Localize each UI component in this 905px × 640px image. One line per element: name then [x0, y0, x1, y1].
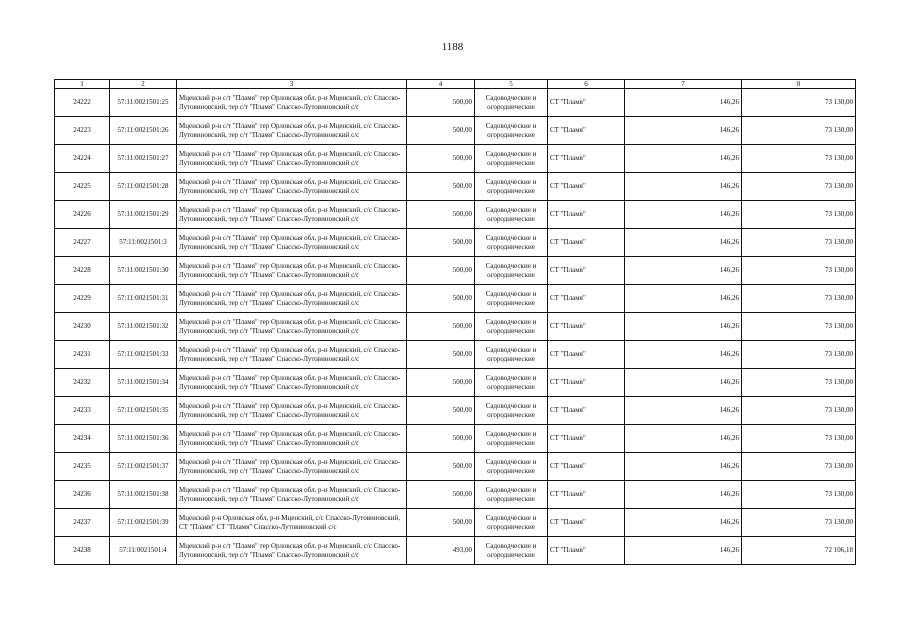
cadastral-number-cell: 57:11:0021501:26 [110, 117, 177, 145]
table-row [55, 117, 856, 145]
cadastral-number-cell: 57:11:0021501:37 [110, 453, 177, 481]
area-cell: 500,00 [407, 313, 475, 341]
column-header: 3 [177, 80, 407, 89]
cadastral-number-cell: 57:11:0021501:4 [110, 537, 177, 565]
row-number-cell: 24230 [55, 313, 110, 341]
cadastral-value-cell: 73 130,00 [742, 453, 856, 481]
cadastral-value-cell: 73 130,00 [742, 117, 856, 145]
owner-cell: СТ "Пламя" [548, 369, 625, 397]
address-cell: Мценский р-н с/т "Пламя" тер Орловская обл, р-н Мценский, с/с Спасско-Лутовиновский, тер с/т "Пламя" Спасско-Лутовиновский с/с [177, 481, 407, 509]
permitted-use-cell: Садоводческие и огороднические [475, 145, 548, 173]
column-header: 6 [548, 80, 625, 89]
table-row [55, 481, 856, 509]
unit-price-cell: 146,26 [625, 481, 742, 509]
unit-price-cell: 146,26 [625, 509, 742, 537]
address-cell: Мценский р-н с/т "Пламя" тер Орловская обл, р-н Мценский, с/с Спасско-Лутовиновский, тер с/т "Пламя" Спасско-Лутовиновский с/с [177, 369, 407, 397]
table-row [55, 313, 856, 341]
cadastral-value-cell: 73 130,00 [742, 89, 856, 117]
cadastral-number-cell: 57:11:0021501:35 [110, 397, 177, 425]
cadastral-value-cell: 73 130,00 [742, 229, 856, 257]
permitted-use-cell: Садоводческие и огороднические [475, 369, 548, 397]
permitted-use-cell: Садоводческие и огороднические [475, 201, 548, 229]
area-cell: 500,00 [407, 369, 475, 397]
cadastral-number-cell: 57:11:0021501:28 [110, 173, 177, 201]
area-cell: 500,00 [407, 173, 475, 201]
address-cell: Мценский р-н с/т "Пламя" тер Орловская обл, р-н Мценский, с/с Спасско-Лутовиновский, тер с/т "Пламя" Спасско-Лутовиновский с/с [177, 341, 407, 369]
owner-cell: СТ "Пламя" [548, 537, 625, 565]
cadastral-number-cell: 57:11:0021501:32 [110, 313, 177, 341]
address-cell: Мценский р-н с/т "Пламя" тер Орловская обл, р-н Мценский, с/с Спасско-Лутовиновский, тер с/т "Пламя" Спасско-Лутовиновский с/с [177, 145, 407, 173]
area-cell: 500,00 [407, 89, 475, 117]
row-number-cell: 24238 [55, 537, 110, 565]
cadastral-number-cell: 57:11:0021501:27 [110, 145, 177, 173]
row-number-cell: 24236 [55, 481, 110, 509]
area-cell: 500,00 [407, 481, 475, 509]
area-cell: 500,00 [407, 425, 475, 453]
permitted-use-cell: Садоводческие и огороднические [475, 425, 548, 453]
permitted-use-cell: Садоводческие и огороднические [475, 117, 548, 145]
area-cell: 500,00 [407, 229, 475, 257]
table-row [55, 257, 856, 285]
cadastral-value-cell: 73 130,00 [742, 173, 856, 201]
owner-cell: СТ "Пламя" [548, 257, 625, 285]
table-row [55, 145, 856, 173]
row-number-cell: 24224 [55, 145, 110, 173]
cadastral-number-cell: 57:11:0021501:31 [110, 285, 177, 313]
unit-price-cell: 146,26 [625, 173, 742, 201]
cadastral-value-cell: 73 130,00 [742, 509, 856, 537]
owner-cell: СТ "Пламя" [548, 117, 625, 145]
area-cell: 500,00 [407, 285, 475, 313]
column-header: 1 [55, 80, 110, 89]
table-row [55, 425, 856, 453]
cadastral-value-cell: 72 106,18 [742, 537, 856, 565]
address-cell: Мценский р-н с/т "Пламя" тер Орловская обл, р-н Мценский, с/с Спасско-Лутовиновский, тер с/т "Пламя" Спасско-Лутовиновский с/с [177, 257, 407, 285]
row-number-cell: 24225 [55, 173, 110, 201]
owner-cell: СТ "Пламя" [548, 89, 625, 117]
column-header: 7 [625, 80, 742, 89]
table-row [55, 285, 856, 313]
area-cell: 493,00 [407, 537, 475, 565]
owner-cell: СТ "Пламя" [548, 313, 625, 341]
permitted-use-cell: Садоводческие и огороднические [475, 397, 548, 425]
unit-price-cell: 146,26 [625, 453, 742, 481]
table-row [55, 89, 856, 117]
cadastral-number-cell: 57:11:0021501:39 [110, 509, 177, 537]
cadastral-value-cell: 73 130,00 [742, 369, 856, 397]
column-header: 8 [742, 80, 856, 89]
area-cell: 500,00 [407, 509, 475, 537]
area-cell: 500,00 [407, 453, 475, 481]
unit-price-cell: 146,26 [625, 537, 742, 565]
permitted-use-cell: Садоводческие и огороднические [475, 481, 548, 509]
owner-cell: СТ "Пламя" [548, 173, 625, 201]
unit-price-cell: 146,26 [625, 313, 742, 341]
table-row [55, 201, 856, 229]
permitted-use-cell: Садоводческие и огороднические [475, 285, 548, 313]
address-cell: Мценский р-н с/т "Пламя" тер Орловская обл, р-н Мценский, с/с Спасско-Лутовиновский, тер с/т "Пламя" Спасско-Лутовиновский с/с [177, 201, 407, 229]
unit-price-cell: 146,26 [625, 229, 742, 257]
row-number-cell: 24229 [55, 285, 110, 313]
permitted-use-cell: Садоводческие и огороднические [475, 89, 548, 117]
owner-cell: СТ "Пламя" [548, 509, 625, 537]
area-cell: 500,00 [407, 117, 475, 145]
address-cell: Мценский р-н с/т "Пламя" тер Орловская обл, р-н Мценский, с/с Спасско-Лутовиновский, тер с/т "Пламя" Спасско-Лутовиновский с/с [177, 453, 407, 481]
land-registry-table [54, 79, 856, 565]
row-number-cell: 24231 [55, 341, 110, 369]
table-row [55, 229, 856, 257]
area-cell: 500,00 [407, 145, 475, 173]
permitted-use-cell: Садоводческие и огороднические [475, 453, 548, 481]
address-cell: Мценский р-н с/т "Пламя" тер Орловская обл, р-н Мценский, с/с Спасско-Лутовиновский, тер с/т "Пламя" Спасско-Лутовиновский с/с [177, 313, 407, 341]
row-number-cell: 24234 [55, 425, 110, 453]
permitted-use-cell: Садоводческие и огороднические [475, 537, 548, 565]
area-cell: 500,00 [407, 341, 475, 369]
owner-cell: СТ "Пламя" [548, 481, 625, 509]
unit-price-cell: 146,26 [625, 425, 742, 453]
row-number-cell: 24223 [55, 117, 110, 145]
permitted-use-cell: Садоводческие и огороднические [475, 313, 548, 341]
permitted-use-cell: Садоводческие и огороднические [475, 509, 548, 537]
unit-price-cell: 146,26 [625, 369, 742, 397]
cadastral-number-cell: 57:11:0021501:30 [110, 257, 177, 285]
page-number: 1188 [441, 41, 464, 53]
row-number-cell: 24222 [55, 89, 110, 117]
row-number-cell: 24233 [55, 397, 110, 425]
cadastral-value-cell: 73 130,00 [742, 145, 856, 173]
table-body [55, 89, 856, 565]
cadastral-number-cell: 57:11:0021501:34 [110, 369, 177, 397]
area-cell: 500,00 [407, 201, 475, 229]
column-header: 2 [110, 80, 177, 89]
address-cell: Мценский р-н с/т "Пламя" тер Орловская обл, р-н Мценский, с/с Спасско-Лутовиновский, тер с/т "Пламя" Спасско-Лутовиновский с/с [177, 89, 407, 117]
cadastral-value-cell: 73 130,00 [742, 397, 856, 425]
cadastral-value-cell: 73 130,00 [742, 313, 856, 341]
unit-price-cell: 146,26 [625, 201, 742, 229]
table-row [55, 173, 856, 201]
owner-cell: СТ "Пламя" [548, 425, 625, 453]
owner-cell: СТ "Пламя" [548, 285, 625, 313]
address-cell: Мценский р-н с/т "Пламя" тер Орловская обл, р-н Мценский, с/с Спасско-Лутовиновский, тер с/т "Пламя" Спасско-Лутовиновский с/с [177, 229, 407, 257]
cadastral-value-cell: 73 130,00 [742, 285, 856, 313]
row-number-cell: 24227 [55, 229, 110, 257]
cadastral-number-cell: 57:11:0021501:36 [110, 425, 177, 453]
table-row [55, 341, 856, 369]
address-cell: Мценский р-н с/т "Пламя" тер Орловская обл, р-н Мценский, с/с Спасско-Лутовиновский, тер с/т "Пламя" Спасско-Лутовиновский с/с [177, 117, 407, 145]
cadastral-value-cell: 73 130,00 [742, 201, 856, 229]
cadastral-number-cell: 57:11:0021501:33 [110, 341, 177, 369]
table-row [55, 537, 856, 565]
owner-cell: СТ "Пламя" [548, 201, 625, 229]
unit-price-cell: 146,26 [625, 89, 742, 117]
cadastral-value-cell: 73 130,00 [742, 257, 856, 285]
cadastral-number-cell: 57:11:0021501:25 [110, 89, 177, 117]
row-number-cell: 24226 [55, 201, 110, 229]
address-cell: Мценский р-н с/т "Пламя" тер Орловская обл, р-н Мценский, с/с Спасско-Лутовиновский, тер с/т "Пламя" Спасско-Лутовиновский с/с [177, 285, 407, 313]
address-cell: Мценский р-н с/т "Пламя" тер Орловская обл, р-н Мценский, с/с Спасско-Лутовиновский, тер с/т "Пламя" Спасско-Лутовиновский с/с [177, 537, 407, 565]
owner-cell: СТ "Пламя" [548, 453, 625, 481]
table-row [55, 453, 856, 481]
address-cell: Мценский р-н с/т "Пламя" тер Орловская обл, р-н Мценский, с/с Спасско-Лутовиновский, тер с/т "Пламя" Спасско-Лутовиновский с/с [177, 397, 407, 425]
cadastral-number-cell: 57:11:0021501:38 [110, 481, 177, 509]
row-number-cell: 24232 [55, 369, 110, 397]
owner-cell: СТ "Пламя" [548, 145, 625, 173]
row-number-cell: 24237 [55, 509, 110, 537]
cadastral-value-cell: 73 130,00 [742, 481, 856, 509]
unit-price-cell: 146,26 [625, 257, 742, 285]
unit-price-cell: 146,26 [625, 341, 742, 369]
address-cell: Мценский р-н с/т "Пламя" тер Орловская обл, р-н Мценский, с/с Спасско-Лутовиновский, тер с/т "Пламя" Спасско-Лутовиновский с/с [177, 425, 407, 453]
permitted-use-cell: Садоводческие и огороднические [475, 257, 548, 285]
row-number-cell: 24228 [55, 257, 110, 285]
permitted-use-cell: Садоводческие и огороднические [475, 341, 548, 369]
row-number-cell: 24235 [55, 453, 110, 481]
cadastral-number-cell: 57:11:0021501:29 [110, 201, 177, 229]
permitted-use-cell: Садоводческие и огороднические [475, 173, 548, 201]
column-number-header [55, 80, 856, 89]
unit-price-cell: 146,26 [625, 285, 742, 313]
owner-cell: СТ "Пламя" [548, 229, 625, 257]
table-row [55, 509, 856, 537]
area-cell: 500,00 [407, 257, 475, 285]
unit-price-cell: 146,26 [625, 397, 742, 425]
address-cell: Мценский р-н Орловская обл, р-н Мценский, с/с Спасско-Лутовиновский, СТ "Пламя" СТ "Пламя" Спасско-Лутовиновский с/с [177, 509, 407, 537]
permitted-use-cell: Садоводческие и огороднические [475, 229, 548, 257]
cadastral-value-cell: 73 130,00 [742, 341, 856, 369]
table-row [55, 397, 856, 425]
owner-cell: СТ "Пламя" [548, 397, 625, 425]
cadastral-value-cell: 73 130,00 [742, 425, 856, 453]
column-header: 4 [407, 80, 475, 89]
unit-price-cell: 146,26 [625, 145, 742, 173]
unit-price-cell: 146,26 [625, 117, 742, 145]
address-cell: Мценский р-н с/т "Пламя" тер Орловская обл, р-н Мценский, с/с Спасско-Лутовиновский, тер с/т "Пламя" Спасско-Лутовиновский с/с [177, 173, 407, 201]
table-row [55, 369, 856, 397]
owner-cell: СТ "Пламя" [548, 341, 625, 369]
cadastral-number-cell: 57:11:0021501:3 [110, 229, 177, 257]
column-header: 5 [475, 80, 548, 89]
area-cell: 500,00 [407, 397, 475, 425]
